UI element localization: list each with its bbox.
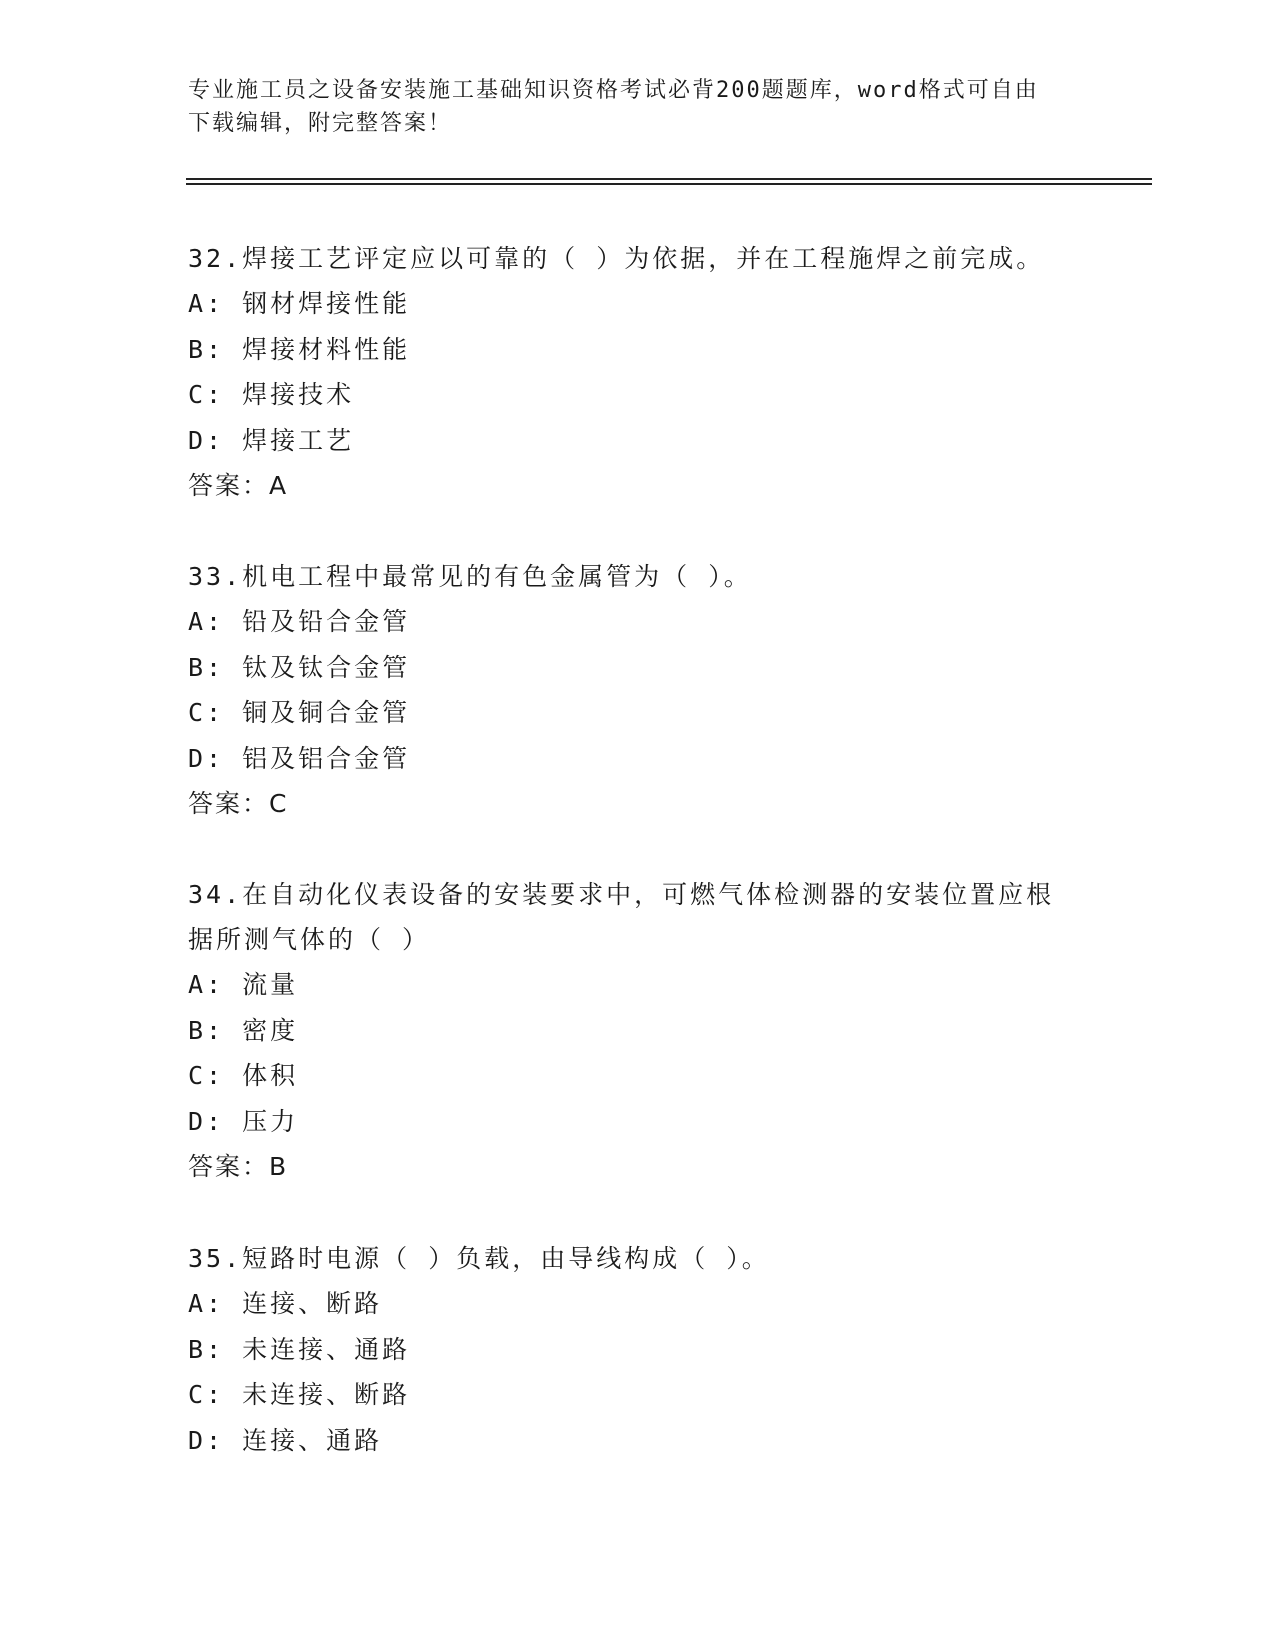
question-33 [188,554,1088,826]
question-title: 35.短路时电源（ ）负载，由导线构成（ ）。 [188,1244,770,1273]
question-32 [188,236,1088,508]
option-a: A: 流量 [188,970,299,999]
option-a: A: 钢材焊接性能 [188,289,411,318]
answer: 答案：B [188,1152,289,1181]
option-c: C: 焊接技术 [188,380,355,409]
question-title-line-1: 34.在自动化仪表设备的安装要求中，可燃气体检测器的安装位置应根 [188,880,1055,909]
answer: 答案：A [188,471,289,500]
option-d: D: 铝及铝合金管 [188,743,411,773]
option-b: B: 焊接材料性能 [188,334,411,364]
question-title: 32.焊接工艺评定应以可靠的（ ）为依据，并在工程施焊之前完成。 [188,244,1045,273]
header-divider-bottom [186,183,1152,185]
option-a: A: 连接、断路 [188,1289,383,1318]
question-35 [188,1236,1088,1463]
option-b: B: 钛及钛合金管 [188,652,411,682]
header-divider-top [186,178,1152,180]
option-d: D: 压力 [188,1106,299,1136]
answer: 答案：C [188,789,289,818]
option-c: C: 铜及铜合金管 [188,698,411,727]
header-intro-line-2: 下载编辑，附完整答案！ [188,111,453,136]
option-a: A: 铅及铅合金管 [188,607,411,636]
option-c: C: 体积 [188,1061,299,1090]
document-header [188,74,1088,140]
question-title-line-2: 据所测气体的（ ） [188,925,431,954]
header-intro-line-1: 专业施工员之设备安装施工基础知识资格考试必背200题题库，word格式可自由 [188,78,1039,103]
option-c: C: 未连接、断路 [188,1380,411,1409]
question-34 [188,872,1088,1189]
option-b: B: 未连接、通路 [188,1334,411,1364]
question-title: 33.机电工程中最常见的有色金属管为（ ）。 [188,562,752,591]
option-b: B: 密度 [188,1015,299,1045]
option-d: D: 连接、通路 [188,1425,383,1455]
option-d: D: 焊接工艺 [188,425,355,455]
